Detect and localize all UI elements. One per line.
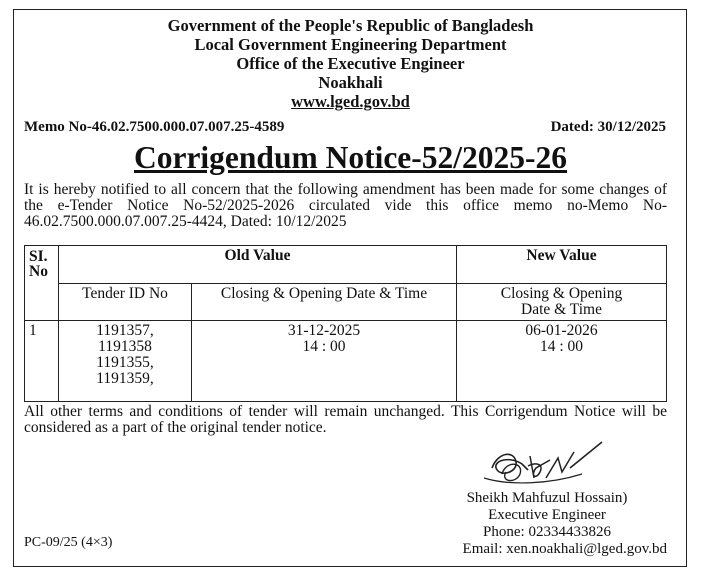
old-date-header: Closing & Opening Date & Time <box>192 284 457 321</box>
closing-paragraph: All other terms and conditions of tender will remain unchanged. This Corrigendum Notice will be considered as a part of the original tender notice. <box>24 403 667 436</box>
tender-id: 1191355, <box>96 354 154 371</box>
header-location: Noakhali <box>318 73 383 92</box>
signatory-name: Sheikh Mahfuzul Hossain) <box>466 490 628 506</box>
tender-id: 1191359, <box>96 370 154 387</box>
table-row <box>25 321 667 402</box>
old-date: 31-12-2025 <box>287 322 361 339</box>
new-time: 14 : 00 <box>539 338 584 355</box>
signatory-designation: Executive Engineer <box>488 507 606 523</box>
header-website-link[interactable]: www.lged.gov.bd <box>291 92 410 111</box>
sl-no-header: SI. No <box>25 246 59 321</box>
memo-date: Dated: 30/12/2025 <box>550 119 666 135</box>
old-value-header: Old Value <box>59 246 457 284</box>
notice-title: Corrigendum Notice-52/2025-26 <box>133 140 568 175</box>
row-new-date <box>457 321 667 402</box>
header-government: Government of the People's Republic of Bangladesh <box>167 16 534 35</box>
footer-code: PC-09/25 (4×3) <box>24 535 113 550</box>
signatory-email: Email: xen.noakhali@lged.gov.bd <box>462 541 667 557</box>
table-header-row <box>25 246 667 284</box>
header-department: Local Government Engineering Department <box>194 35 507 54</box>
memo-number: Memo No-46.02.7500.000.07.007.25-4589 <box>24 119 285 135</box>
old-time: 14 : 00 <box>302 338 346 355</box>
signature-image <box>470 438 610 490</box>
tender-id: 1191357, <box>96 322 154 339</box>
new-date-header <box>457 284 667 321</box>
tender-id: 1191358 <box>98 338 152 355</box>
new-value-header: New Value <box>457 246 667 284</box>
amendment-table <box>24 245 667 402</box>
row-old-date <box>192 321 457 402</box>
tender-id-header: Tender ID No <box>59 284 192 321</box>
new-date-header-line2: Date & Time <box>521 301 602 318</box>
memo-row <box>24 118 666 136</box>
signatory-phone: Phone: 02334433826 <box>483 524 611 540</box>
new-date: 06-01-2026 <box>525 322 598 339</box>
new-date-header-line1: Closing & Opening <box>500 285 623 302</box>
header-office: Office of the Executive Engineer <box>236 54 465 73</box>
table-subheader-row <box>25 284 667 321</box>
row-tender-ids <box>59 321 192 402</box>
row-sl: 1 <box>25 321 59 402</box>
intro-paragraph: It is hereby notified to all concern that the following amendment has been made for some changes of the e-Tender Notice No-52/2025-2026 circulated vide this office memo no-Memo No-46.02.7500.000.07.007.25-4424, Dated: 10/12/2025 <box>24 181 667 230</box>
